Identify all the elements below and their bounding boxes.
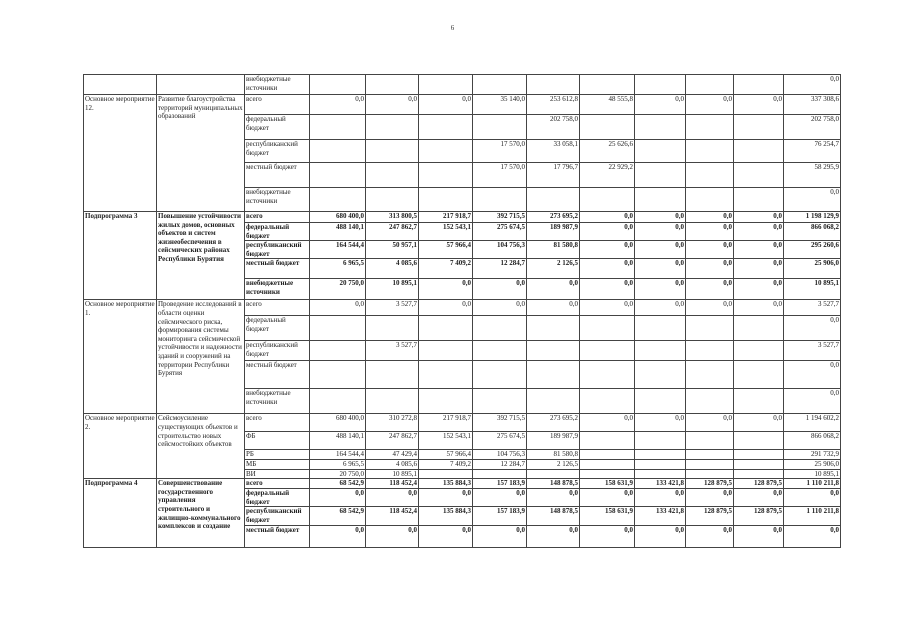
year-value-cell [635,316,686,341]
year-value-cell [686,459,734,469]
funding-source-cell: местный бюджет [245,525,310,547]
year-value-cell: 273 695,2 [527,212,580,223]
year-value-cell [635,341,686,361]
funding-source-cell: всего [245,95,310,115]
year-value-cell [473,188,527,212]
year-value-cell [580,188,635,212]
year-value-cell: 17 570,0 [473,140,527,163]
year-value-cell: 0,0 [580,279,635,300]
year-value-cell: 0,0 [635,414,686,432]
year-value-cell: 57 966,4 [419,450,473,460]
funding-source-cell: внебюджетные источники [245,389,310,414]
year-value-cell [734,140,784,163]
total-value-cell: 0,0 [784,489,841,507]
year-value-cell [419,316,473,341]
year-value-cell: 0,0 [419,300,473,316]
year-value-cell: 0,0 [686,95,734,115]
total-value-cell: 0,0 [784,525,841,547]
year-value-cell [419,188,473,212]
total-value-cell: 0,0 [784,188,841,212]
year-value-cell [527,188,580,212]
funding-source-cell: ФБ [245,432,310,450]
year-value-cell [310,341,366,361]
year-value-cell: 0,0 [734,259,784,279]
year-value-cell: 0,0 [310,489,366,507]
table-row [84,212,841,223]
total-value-cell: 0,0 [784,389,841,414]
year-value-cell: 680 400,0 [310,212,366,223]
year-value-cell [419,140,473,163]
year-value-cell: 0,0 [419,279,473,300]
year-value-cell: 0,0 [686,223,734,241]
measure-name-cell: Совершенствование государственного управления строительного и жилищно-коммунального комплексов и создание [157,479,245,547]
year-value-cell: 0,0 [635,212,686,223]
year-value-cell: 0,0 [419,95,473,115]
year-value-cell [580,469,635,479]
year-value-cell: 189 987,9 [527,432,580,450]
year-value-cell [635,432,686,450]
year-value-cell: 0,0 [635,525,686,547]
year-value-cell: 20 750,0 [310,469,366,479]
year-value-cell: 20 750,0 [310,279,366,300]
year-value-cell [366,361,419,389]
year-value-cell: 0,0 [527,489,580,507]
year-value-cell: 0,0 [635,300,686,316]
year-value-cell: 275 674,5 [473,432,527,450]
total-value-cell: 0,0 [784,361,841,389]
total-value-cell: 1 110 211,8 [784,479,841,489]
year-value-cell [310,163,366,188]
year-value-cell [366,389,419,414]
year-value-cell: 0,0 [580,212,635,223]
funding-source-cell: местный бюджет [245,163,310,188]
year-value-cell [473,75,527,95]
table-row [84,95,841,115]
total-value-cell: 295 260,6 [784,241,841,259]
year-value-cell: 0,0 [366,525,419,547]
funding-source-cell: МБ [245,459,310,469]
year-value-cell: 0,0 [686,414,734,432]
funding-source-cell: РБ [245,450,310,460]
year-value-cell: 189 987,9 [527,223,580,241]
page-number: 6 [450,24,455,32]
total-value-cell: 25 906,0 [784,259,841,279]
year-value-cell [734,432,784,450]
year-value-cell [419,341,473,361]
year-value-cell: 128 879,5 [686,479,734,489]
year-value-cell [580,450,635,460]
year-value-cell [686,140,734,163]
year-value-cell: 22 929,2 [580,163,635,188]
year-value-cell: 6 965,5 [310,259,366,279]
year-value-cell: 0,0 [686,489,734,507]
year-value-cell [686,450,734,460]
funding-source-cell: ВИ [245,469,310,479]
year-value-cell: 104 756,3 [473,241,527,259]
program-cell: Основное мероприятие 12. [84,95,157,212]
year-value-cell: 253 612,8 [527,95,580,115]
year-value-cell [473,389,527,414]
year-value-cell: 81 580,8 [527,241,580,259]
year-value-cell: 0,0 [686,300,734,316]
program-cell: Основное мероприятие 1. [84,300,157,414]
year-value-cell: 202 758,0 [527,115,580,140]
year-value-cell: 392 715,5 [473,212,527,223]
year-value-cell: 2 126,5 [527,259,580,279]
year-value-cell: 81 580,8 [527,450,580,460]
year-value-cell [580,432,635,450]
year-value-cell [635,188,686,212]
year-value-cell: 3 527,7 [366,300,419,316]
year-value-cell: 0,0 [580,223,635,241]
funding-source-cell: внебюджетные источники [245,188,310,212]
year-value-cell: 48 555,8 [580,95,635,115]
year-value-cell: 217 918,7 [419,414,473,432]
year-value-cell: 4 085,6 [366,259,419,279]
measure-name-cell: Сейсмоусиление существующих объектов и строительство новых сейсмостойких объектов [157,414,245,479]
year-value-cell: 0,0 [635,241,686,259]
year-value-cell: 128 879,5 [734,507,784,525]
year-value-cell: 128 879,5 [734,479,784,489]
year-value-cell: 4 085,6 [366,459,419,469]
year-value-cell: 0,0 [686,525,734,547]
year-value-cell: 133 421,8 [635,507,686,525]
total-value-cell: 25 906,0 [784,459,841,469]
table-row [84,300,841,316]
year-value-cell [366,140,419,163]
year-value-cell [686,75,734,95]
year-value-cell: 247 862,7 [366,223,419,241]
program-cell [84,75,157,95]
year-value-cell [310,389,366,414]
total-value-cell: 76 254,7 [784,140,841,163]
total-value-cell: 866 068,2 [784,432,841,450]
funding-source-cell: местный бюджет [245,259,310,279]
year-value-cell: 273 695,2 [527,414,580,432]
year-value-cell: 0,0 [473,279,527,300]
year-value-cell: 7 409,2 [419,459,473,469]
year-value-cell: 0,0 [686,241,734,259]
year-value-cell: 0,0 [635,259,686,279]
year-value-cell [734,188,784,212]
year-value-cell: 0,0 [366,95,419,115]
year-value-cell: 0,0 [527,279,580,300]
total-value-cell: 1 194 602,2 [784,414,841,432]
year-value-cell [734,389,784,414]
year-value-cell: 158 631,9 [580,479,635,489]
year-value-cell: 0,0 [580,414,635,432]
year-value-cell [734,469,784,479]
year-value-cell: 0,0 [580,241,635,259]
total-value-cell: 202 758,0 [784,115,841,140]
year-value-cell [419,163,473,188]
year-value-cell: 10 895,1 [366,469,419,479]
year-value-cell: 313 800,5 [366,212,419,223]
year-value-cell [366,188,419,212]
year-value-cell: 118 452,4 [366,507,419,525]
year-value-cell: 0,0 [686,279,734,300]
funding-source-cell: федеральный бюджет [245,316,310,341]
year-value-cell: 0,0 [473,300,527,316]
year-value-cell [527,469,580,479]
total-value-cell: 337 308,6 [784,95,841,115]
year-value-cell [580,316,635,341]
year-value-cell: 488 140,1 [310,223,366,241]
year-value-cell [419,75,473,95]
funding-source-cell: всего [245,300,310,316]
program-cell: Основное мероприятие 2. [84,414,157,479]
year-value-cell [686,316,734,341]
year-value-cell: 0,0 [580,259,635,279]
total-value-cell: 866 068,2 [784,223,841,241]
year-value-cell: 35 140,0 [473,95,527,115]
year-value-cell [580,389,635,414]
year-value-cell: 0,0 [473,489,527,507]
table-row [84,414,841,432]
year-value-cell: 148 878,5 [527,479,580,489]
year-value-cell: 33 058,1 [527,140,580,163]
total-value-cell: 3 527,7 [784,341,841,361]
year-value-cell: 57 966,4 [419,241,473,259]
year-value-cell [310,140,366,163]
year-value-cell: 135 884,3 [419,507,473,525]
year-value-cell: 152 543,1 [419,432,473,450]
year-value-cell: 392 715,5 [473,414,527,432]
year-value-cell [580,459,635,469]
year-value-cell [473,361,527,389]
year-value-cell [635,75,686,95]
year-value-cell: 488 140,1 [310,432,366,450]
year-value-cell: 133 421,8 [635,479,686,489]
year-value-cell [527,341,580,361]
year-value-cell: 310 272,8 [366,414,419,432]
year-value-cell [527,75,580,95]
year-value-cell: 0,0 [419,525,473,547]
year-value-cell [635,115,686,140]
funding-source-cell: всего [245,479,310,489]
year-value-cell [686,389,734,414]
year-value-cell [527,316,580,341]
year-value-cell [580,115,635,140]
year-value-cell: 158 631,9 [580,507,635,525]
total-value-cell: 58 295,9 [784,163,841,188]
year-value-cell: 104 756,3 [473,450,527,460]
year-value-cell [734,316,784,341]
measure-name-cell: Повышение устойчивости жилых домов, основных объектов и систем жизнеобеспечения в сейсмических районах Республики Бурятия [157,212,245,300]
year-value-cell: 0,0 [580,489,635,507]
funding-source-cell: федеральный бюджет [245,223,310,241]
total-value-cell: 10 895,1 [784,469,841,479]
funding-source-cell: внебюджетные источники [245,279,310,300]
year-value-cell [635,469,686,479]
total-value-cell: 291 732,9 [784,450,841,460]
year-value-cell: 0,0 [310,525,366,547]
total-value-cell: 0,0 [784,75,841,95]
year-value-cell [366,163,419,188]
year-value-cell [419,115,473,140]
measure-name-cell: Развитие благоустройства территорий муниципальных образований [157,95,245,212]
year-value-cell: 0,0 [580,300,635,316]
year-value-cell [527,361,580,389]
year-value-cell: 0,0 [734,212,784,223]
year-value-cell: 157 183,9 [473,507,527,525]
year-value-cell [734,450,784,460]
year-value-cell [366,316,419,341]
year-value-cell: 164 544,4 [310,241,366,259]
year-value-cell [419,361,473,389]
total-value-cell: 1 110 211,8 [784,507,841,525]
year-value-cell: 17 796,7 [527,163,580,188]
year-value-cell [527,389,580,414]
year-value-cell [366,115,419,140]
year-value-cell [635,361,686,389]
year-value-cell [310,316,366,341]
funding-source-cell: республиканский бюджет [245,507,310,525]
year-value-cell [635,389,686,414]
year-value-cell [686,361,734,389]
year-value-cell: 3 527,7 [366,341,419,361]
year-value-cell: 118 452,4 [366,479,419,489]
year-value-cell: 135 884,3 [419,479,473,489]
year-value-cell [686,115,734,140]
funding-source-cell: всего [245,212,310,223]
year-value-cell [580,361,635,389]
year-value-cell [310,75,366,95]
year-value-cell [473,316,527,341]
budget-table [83,74,841,548]
year-value-cell: 0,0 [734,489,784,507]
year-value-cell: 68 542,9 [310,479,366,489]
year-value-cell: 0,0 [686,212,734,223]
funding-source-cell: республиканский бюджет [245,341,310,361]
year-value-cell [734,75,784,95]
year-value-cell [366,75,419,95]
year-value-cell: 0,0 [635,489,686,507]
year-value-cell: 275 674,5 [473,223,527,241]
funding-source-cell: местный бюджет [245,361,310,389]
year-value-cell [310,115,366,140]
page-bottom-margin [0,566,905,640]
year-value-cell [310,188,366,212]
year-value-cell [734,361,784,389]
year-value-cell: 0,0 [686,259,734,279]
year-value-cell: 152 543,1 [419,223,473,241]
year-value-cell: 7 409,2 [419,259,473,279]
year-value-cell [686,469,734,479]
year-value-cell: 6 965,5 [310,459,366,469]
year-value-cell: 0,0 [734,300,784,316]
measure-name-cell: Проведение исследований в области оценки сейсмического риска, формирования системы мониторинга сейсмической устойчивости и надежности зданий и сооружений на территории Республики Бурятия [157,300,245,414]
year-value-cell: 47 429,4 [366,450,419,460]
total-value-cell: 1 198 129,9 [784,212,841,223]
funding-source-cell: республиканский бюджет [245,140,310,163]
year-value-cell: 0,0 [366,489,419,507]
year-value-cell: 0,0 [635,95,686,115]
year-value-cell [635,163,686,188]
year-value-cell: 0,0 [734,95,784,115]
measure-name-cell [157,75,245,95]
year-value-cell [419,469,473,479]
year-value-cell: 2 126,5 [527,459,580,469]
year-value-cell: 0,0 [310,95,366,115]
year-value-cell: 0,0 [419,489,473,507]
year-value-cell: 0,0 [580,525,635,547]
total-value-cell: 10 895,1 [784,279,841,300]
year-value-cell [686,432,734,450]
year-value-cell [734,341,784,361]
total-value-cell: 3 527,7 [784,300,841,316]
year-value-cell: 17 570,0 [473,163,527,188]
year-value-cell: 50 957,1 [366,241,419,259]
year-value-cell: 680 400,0 [310,414,366,432]
funding-source-cell: республиканский бюджет [245,241,310,259]
year-value-cell: 0,0 [734,525,784,547]
year-value-cell: 0,0 [473,525,527,547]
year-value-cell [310,361,366,389]
year-value-cell [686,188,734,212]
year-value-cell [580,341,635,361]
year-value-cell: 157 183,9 [473,479,527,489]
year-value-cell: 0,0 [734,279,784,300]
funding-source-cell: федеральный бюджет [245,489,310,507]
year-value-cell [473,115,527,140]
year-value-cell [734,459,784,469]
year-value-cell: 0,0 [635,279,686,300]
year-value-cell: 0,0 [527,525,580,547]
year-value-cell [686,341,734,361]
year-value-cell: 68 542,9 [310,507,366,525]
funding-source-cell: федеральный бюджет [245,115,310,140]
year-value-cell: 25 626,6 [580,140,635,163]
year-value-cell: 164 544,4 [310,450,366,460]
year-value-cell: 12 284,7 [473,259,527,279]
table-row [84,479,841,489]
total-value-cell: 0,0 [784,316,841,341]
year-value-cell [580,75,635,95]
year-value-cell [473,341,527,361]
year-value-cell: 10 895,1 [366,279,419,300]
year-value-cell [635,450,686,460]
year-value-cell [635,140,686,163]
year-value-cell [635,459,686,469]
year-value-cell: 0,0 [734,414,784,432]
year-value-cell: 148 878,5 [527,507,580,525]
year-value-cell: 0,0 [734,241,784,259]
year-value-cell: 217 918,7 [419,212,473,223]
year-value-cell: 0,0 [734,223,784,241]
funding-source-cell: внебюджетные источники [245,75,310,95]
table-row [84,75,841,95]
year-value-cell: 0,0 [310,300,366,316]
year-value-cell [734,115,784,140]
year-value-cell [473,469,527,479]
year-value-cell: 0,0 [635,223,686,241]
year-value-cell [734,163,784,188]
year-value-cell: 247 862,7 [366,432,419,450]
year-value-cell: 128 879,5 [686,507,734,525]
year-value-cell [419,389,473,414]
year-value-cell [686,163,734,188]
funding-source-cell: всего [245,414,310,432]
year-value-cell: 12 284,7 [473,459,527,469]
program-cell: Подпрограмма 3 [84,212,157,300]
program-cell: Подпрограмма 4 [84,479,157,547]
year-value-cell: 0,0 [527,300,580,316]
